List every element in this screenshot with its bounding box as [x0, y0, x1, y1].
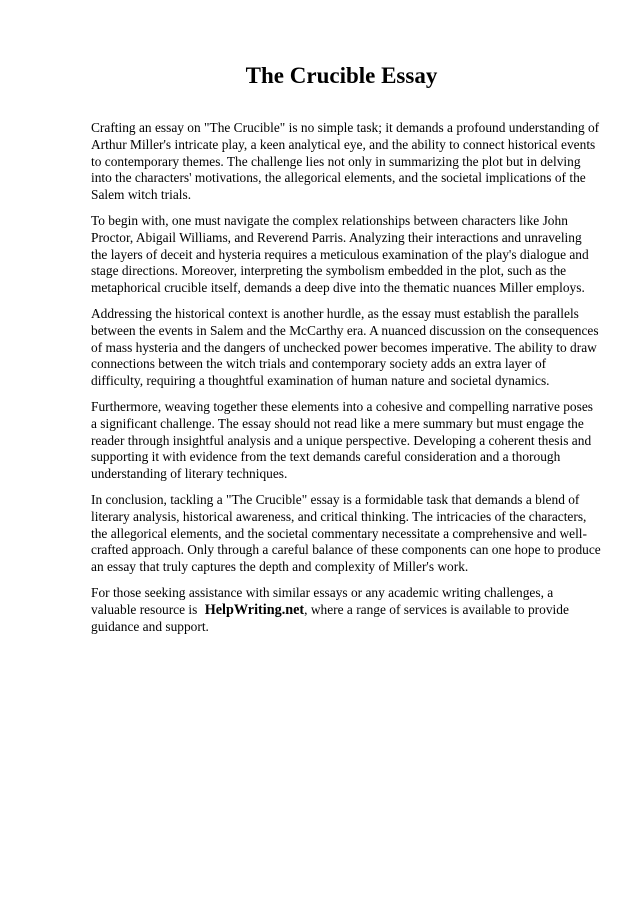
page-title: The Crucible Essay — [245, 63, 438, 88]
paragraph-conclusion: In conclusion, tackling a "The Crucible" essay is a formidable task that demands a blend of literary analysis, historical awareness, and critical thinking. The intricacies of the characters, the allegorical elements, and the societal commentary necessitate a comprehensive and well-crafted approach. Only through a careful balance of these components can one hope to produce an essay that truly captures the depth and complexity of Miller's work. — [91, 491, 601, 575]
paragraph-historical-context: Addressing the historical context is another hurdle, as the essay must establish the parallels between the events in Salem and the McCarthy era. A nuanced discussion on the consequences of mass hysteria and the dangers of unchecked power becomes imperative. The ability to draw connections between the witch trials and contemporary society adds an extra layer of difficulty, requiring a thoughtful examination of human nature and societal dynamics. — [91, 305, 599, 389]
paragraph-intro: Crafting an essay on "The Crucible" is no simple task; it demands a profound understanding of Arthur Miller's intricate play, a keen analytical eye, and the ability to connect historical events to contemporary themes. The challenge lies not only in summarizing the plot but in delving into the characters' motivations, the allegorical elements, and the societal implications of the Salem witch trials. — [91, 120, 600, 203]
helpwriting-link[interactable]: HelpWriting.net — [204, 601, 305, 618]
paragraph-characters: To begin with, one must navigate the complex relationships between characters like John Proctor, Abigail Williams, and Reverend Parris. Analyzing their interactions and unraveling the layers of deceit and hysteria requires a meticulous examination of the play's dialogue and stage directions. Moreover, interpreting the symbolism embedded in the plot, such as the metaphorical crucible itself, demands a deep dive into the thematic nuances Miller employs. — [91, 212, 589, 296]
paragraph-resource — [91, 585, 601, 635]
essay-body — [91, 120, 601, 644]
resource-text-before: For those seeking assistance with similar essays or any academic writing challenges, a valuable resource is — [91, 584, 554, 617]
paragraph-narrative: Furthermore, weaving together these elements into a cohesive and compelling narrative poses a significant challenge. The essay should not read like a mere summary but must engage the reader through insightful analysis and a unique perspective. Developing a coherent thesis and supporting it with evidence from the text demands careful consideration and a thorough understanding of literary techniques. — [91, 398, 593, 482]
resource-text-after: , where a range of services is available to provide guidance and support. — [91, 601, 569, 634]
